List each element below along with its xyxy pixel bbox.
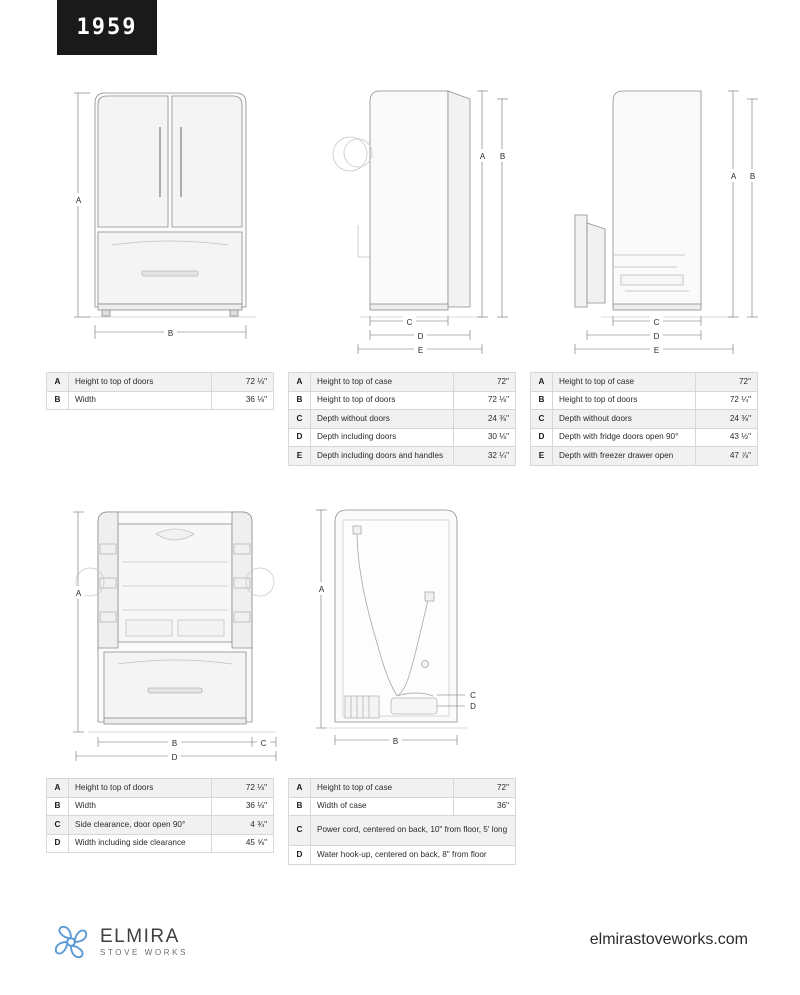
brand-logo [52,923,188,961]
row-value: 24 ⅜" [696,410,758,429]
row-key: A [289,373,311,392]
row-value: 36" [454,797,516,816]
table-row [47,779,274,798]
table-row [47,391,274,410]
row-value: 72" [696,373,758,392]
page-footer [0,905,800,995]
table-row [289,410,516,429]
callout-B-back: B [392,737,399,746]
row-key: E [531,447,553,466]
callout-D-side-closed: D [417,332,424,341]
side-open-dimensions-table [530,372,758,466]
row-label: Depth without doors [553,410,696,429]
table-row [531,391,758,410]
row-label: Height to top of case [311,779,454,798]
callout-A-side-open: A [730,172,737,181]
pinwheel-flower-icon [52,923,90,961]
table-row [289,797,516,816]
row-value: 72 ⅛" [212,779,274,798]
callout-A-back: A [318,585,325,594]
row-label: Depth without doors [311,410,454,429]
callout-A-front: A [75,196,82,205]
table-row [531,447,758,466]
row-value: 72" [454,779,516,798]
row-key: B [47,391,69,410]
row-key: A [47,779,69,798]
side-closed-dimensions-table [288,372,516,466]
row-label: Height to top of case [553,373,696,392]
row-label: Width of case [311,797,454,816]
callout-B-side-closed: B [499,152,506,161]
back-hookup-table [288,778,516,865]
callout-E-side-closed: E [417,346,424,355]
callout-B-side-open: B [749,172,756,181]
row-key: A [531,373,553,392]
row-label: Depth including doors and handles [311,447,454,466]
row-value: 36 ⅛" [212,797,274,816]
table-row [47,797,274,816]
row-value: 72 ¼" [696,391,758,410]
table-row [47,834,274,853]
brand-tagline: STOVE WORKS [100,948,189,957]
brand-name: ELMIRA [100,926,180,947]
row-key: B [289,797,311,816]
callout-D-side-open: D [653,332,660,341]
row-value: 72" [454,373,516,392]
table-row [531,373,758,392]
row-label: Depth including doors [311,428,454,447]
row-key: E [289,447,311,466]
row-value: 32 ¼" [454,447,516,466]
figure-side-view-open [565,85,770,357]
row-key: C [289,816,311,846]
table-row [289,846,516,865]
row-value: 24 ⅜" [454,410,516,429]
row-key: D [289,428,311,447]
table-row [531,410,758,429]
year-badge-label: 1959 [76,15,138,40]
table-row [289,373,516,392]
row-key: D [47,834,69,853]
website-url[interactable]: elmirastoveworks.com [589,931,748,948]
row-label: Height to top of doors [311,391,454,410]
table-row [531,428,758,447]
callout-B-front: B [167,329,174,338]
figure-front-view-open [60,500,290,765]
callout-D-front-open: D [171,753,178,762]
callout-E-side-open: E [653,346,660,355]
row-value: 43 ½" [696,428,758,447]
year-badge [57,0,157,55]
row-key: C [531,410,553,429]
row-label: Power cord, centered on back, 10" from floor, 5' long [311,816,516,846]
front-dimensions-table [46,372,274,410]
table-row [289,779,516,798]
row-value: 45 ⅝" [212,834,274,853]
row-value: 47 ⅞" [696,447,758,466]
callout-C-side-open: C [653,318,660,327]
row-value: 36 ⅛" [212,391,274,410]
row-key: B [289,391,311,410]
row-label: Width including side clearance [69,834,212,853]
row-label: Side clearance, door open 90° [69,816,212,835]
row-label: Height to top of doors [69,373,212,392]
row-key: D [531,428,553,447]
row-label: Height to top of case [311,373,454,392]
front-open-dimensions-table [46,778,274,853]
table-row [289,428,516,447]
row-label: Height to top of doors [69,779,212,798]
table-row [289,391,516,410]
row-key: C [289,410,311,429]
row-key: B [531,391,553,410]
callout-D-back: D [470,702,476,711]
row-value: 72 ⅛" [212,373,274,392]
callout-C-front-open: C [260,739,267,748]
row-key: A [289,779,311,798]
table-row [289,447,516,466]
figure-front-view [60,85,280,350]
row-key: B [47,797,69,816]
row-key: C [47,816,69,835]
callout-B-front-open: B [171,739,178,748]
table-row [47,816,274,835]
row-label: Width [69,391,212,410]
figure-back-view [305,500,505,760]
callout-C-side-closed: C [406,318,413,327]
row-label: Width [69,797,212,816]
row-label: Depth with fridge doors open 90° [553,428,696,447]
row-value: 72 ⅛" [454,391,516,410]
figure-side-view-closed [330,85,530,357]
callout-A-side-closed: A [479,152,486,161]
callout-C-back: C [470,691,476,700]
row-key: D [289,846,311,865]
row-value: 30 ⅛" [454,428,516,447]
row-label: Depth with freezer drawer open [553,447,696,466]
row-label: Water hook-up, centered on back, 8" from floor [311,846,516,865]
table-row [289,816,516,846]
row-value: 4 ¾" [212,816,274,835]
row-key: A [47,373,69,392]
table-row [47,373,274,392]
row-label: Height to top of doors [553,391,696,410]
callout-A-front-open: A [75,589,82,598]
